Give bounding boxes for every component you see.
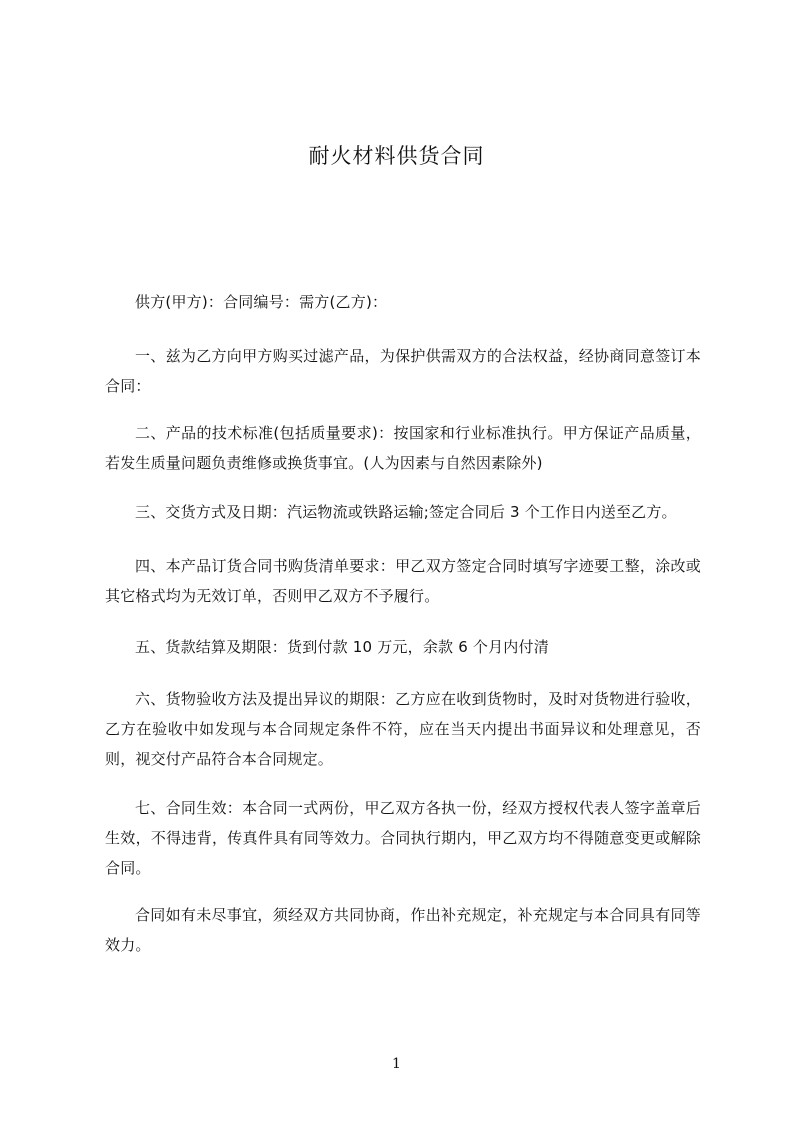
clause-5: 五、货款结算及期限：货到付款 10 万元，余款 6 个月内付清 xyxy=(135,638,549,656)
contract-title: 耐火材料供货合同 xyxy=(308,144,485,168)
clause-3: 三、交货方式及日期：汽运物流或铁路运输;签定合同后 3 个工作日内送至乙方。 xyxy=(135,503,677,521)
closing-clause: 合同如有未尽事宜，须经双方共同协商，作出补充规定，补充规定与本合同具有同等效力。 xyxy=(105,906,701,954)
clause-2: 二、产品的技术标准(包括质量要求)：按国家和行业标准执行。甲方保证产品质量，若发生质量问题负责维修或换货事宜。(人为因素与自然因素除外) xyxy=(105,424,701,472)
page-number: 1 xyxy=(392,1056,401,1072)
clause-6: 六、货物验收方法及提出异议的期限：乙方应在收到货物时，及时对货物进行验收，乙方在验收中如发现与本合同规定条件不符，应在当天内提出书面异议和处理意见，否则，视交付产品符合本合同规定。 xyxy=(105,690,701,768)
parties-line: 供方(甲方)：合同编号：需方(乙方)： xyxy=(135,293,388,311)
clause-7: 七、合同生效：本合同一式两份，甲乙双方各执一份，经双方授权代表人签字盖章后生效，不得违背，传真件具有同等效力。合同执行期内，甲乙双方均不得随意变更或解除合同。 xyxy=(105,799,701,877)
clause-4: 四、本产品订货合同书购货清单要求：甲乙双方签定合同时填写字迹要工整，涂改或其它格式均为无效订单，否则甲乙双方不予履行。 xyxy=(105,557,701,605)
clause-1: 一、兹为乙方向甲方购买过滤产品，为保护供需双方的合法权益，经协商同意签订本合同： xyxy=(105,347,701,395)
